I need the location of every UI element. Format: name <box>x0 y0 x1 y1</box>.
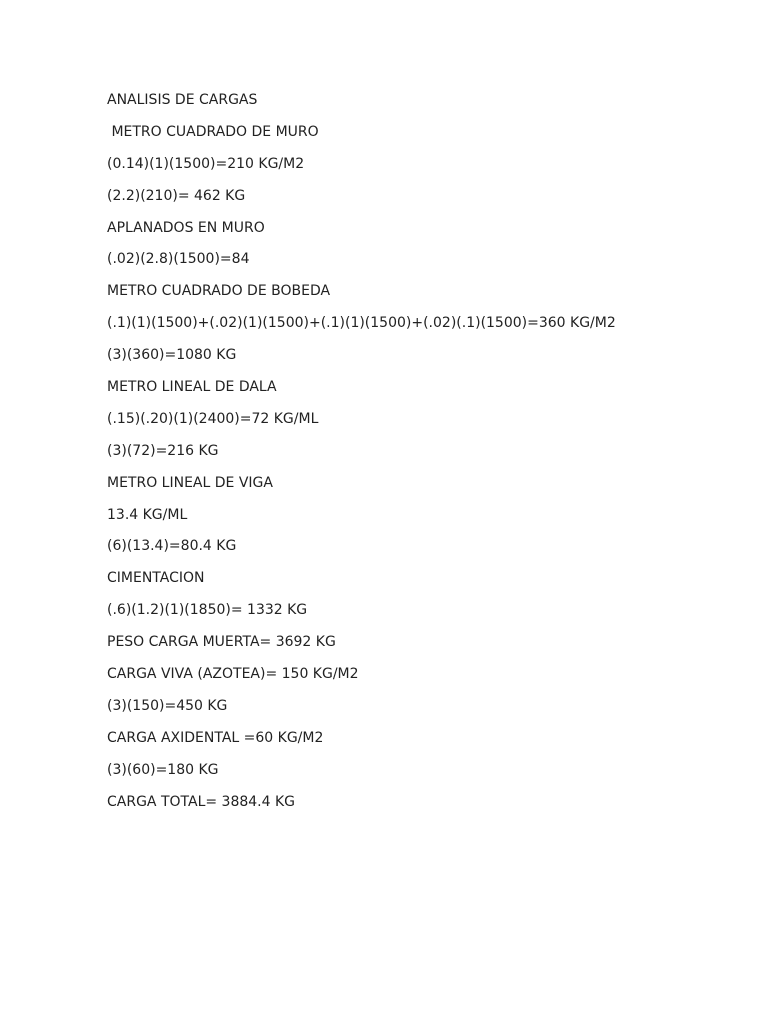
summary-carga-axidental: CARGA AXIDENTAL =60 KG/M2 <box>107 729 324 746</box>
calc-line: (3)(360)=1080 KG <box>107 347 237 364</box>
calc-line: (2.2)(210)= 462 KG <box>107 187 246 204</box>
calc-line: (.1)(1)(1500)+(.02)(1)(1500)+(.1)(1)(1500)+(.02)(.1)(1500)=360 KG/M2 <box>107 315 616 332</box>
calc-line: (3)(72)=216 KG <box>107 442 219 459</box>
heading-cimentacion: CIMENTACION <box>107 570 205 587</box>
calc-line: (.02)(2.8)(1500)=84 <box>107 251 250 268</box>
heading-metro-cuadrado-de-bobeda: METRO CUADRADO DE BOBEDA <box>107 283 331 300</box>
calc-line: (.15)(.20)(1)(2400)=72 KG/ML <box>107 410 319 427</box>
calc-line: (.6)(1.2)(1)(1850)= 1332 KG <box>107 602 308 619</box>
summary-carga-total: CARGA TOTAL= 3884.4 KG <box>107 793 296 810</box>
calc-line: (6)(13.4)=80.4 KG <box>107 538 237 555</box>
calc-line: 13.4 KG/ML <box>107 506 188 523</box>
summary-carga-viva: CARGA VIVA (AZOTEA)= 150 KG/M2 <box>107 666 359 683</box>
calc-line: (3)(150)=450 KG <box>107 697 228 714</box>
document-body <box>107 90 747 823</box>
heading-metro-cuadrado-de-muro: METRO CUADRADO DE MURO <box>107 123 319 140</box>
calc-line: (3)(60)=180 KG <box>107 761 219 778</box>
summary-peso-carga-muerta: PESO CARGA MUERTA= 3692 KG <box>107 634 336 651</box>
heading-metro-lineal-de-viga: METRO LINEAL DE VIGA <box>107 474 273 491</box>
heading-aplanados-en-muro: APLANADOS EN MURO <box>107 219 265 236</box>
calc-line: (0.14)(1)(1500)=210 KG/M2 <box>107 155 305 172</box>
heading-analisis-de-cargas: ANALISIS DE CARGAS <box>107 92 258 108</box>
heading-metro-lineal-de-dala: METRO LINEAL DE DALA <box>107 379 277 396</box>
